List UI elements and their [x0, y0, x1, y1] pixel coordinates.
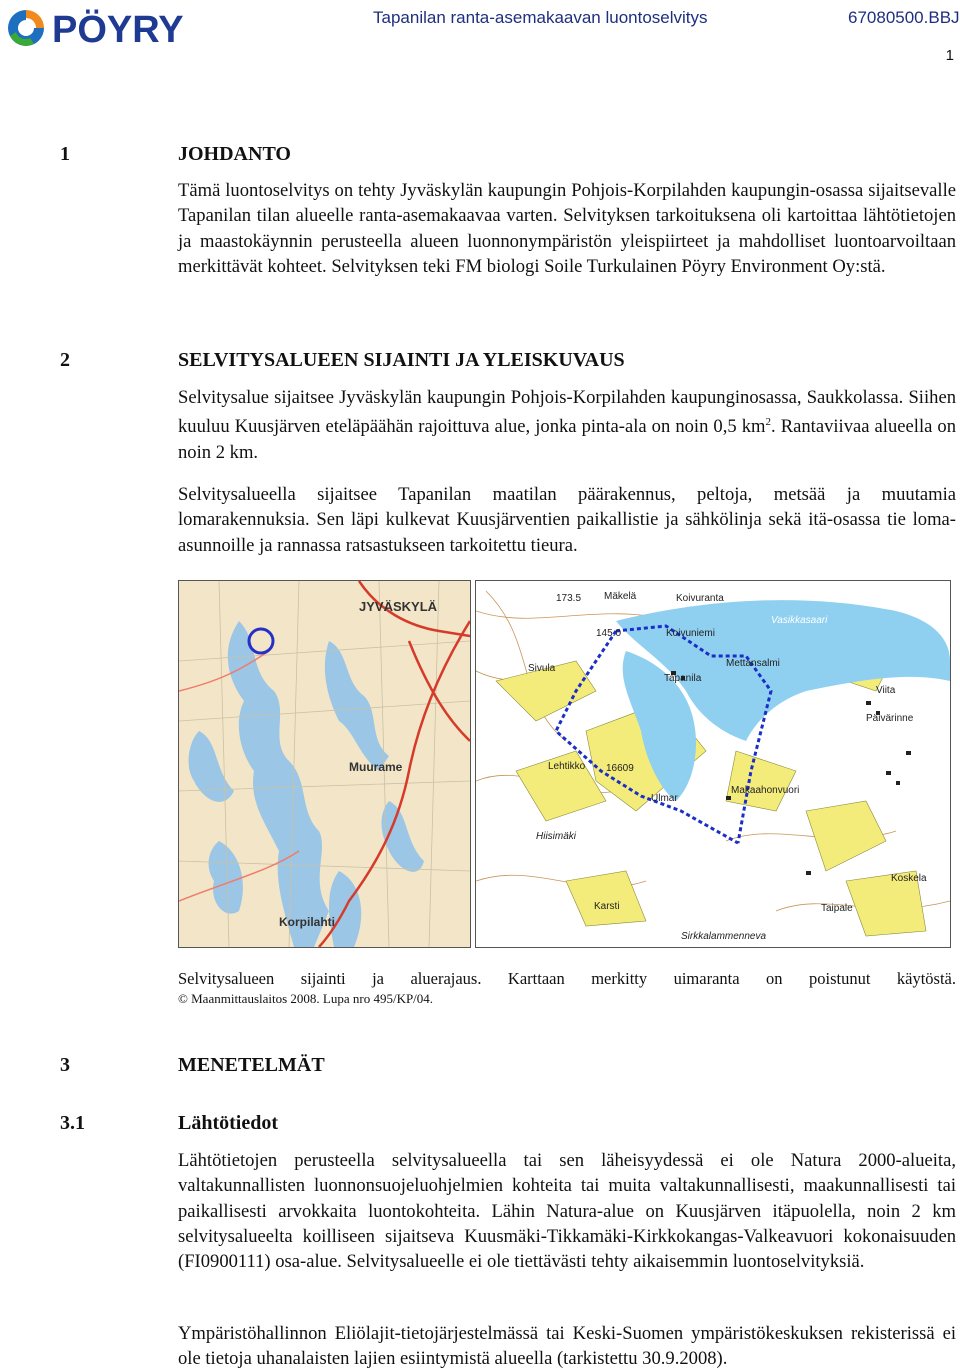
overview-map [178, 580, 471, 948]
caption-text: Selvitysalueen sijainti ja aluerajaus. Karttaan merkitty uimaranta on poistunut käytöstä. [178, 969, 956, 988]
map-label: Muurame [349, 760, 403, 774]
svg-text:173.5: 173.5 [556, 593, 582, 604]
location-paragraph: Selvitysalue sijaitsee Jyväskylän kaupungin Pohjois-Korpilahden kaupunginosassa, Saukkolassa. Siihen kuuluu Kuusjärven eteläpäähän rajoittuva alue, jonka pinta-ala on noin 0,5 $km^2$. Rantaviivaa alueella on noin 2 km. [178, 387, 957, 463]
svg-text:Taipale: Taipale [821, 903, 853, 914]
svg-text:Lehtikko: Lehtikko [548, 761, 586, 772]
svg-text:Sivula: Sivula [528, 663, 556, 674]
svg-text:Koivuniemi: Koivuniemi [666, 628, 715, 639]
section-title: MENETELMÄT [178, 1054, 325, 1076]
page-header [0, 0, 960, 64]
svg-text:16609: 16609 [606, 763, 634, 774]
copyright-notice: © Maanmittauslaitos 2008. Lupa nro 495/KP/04. [178, 991, 434, 1006]
section-title: JOHDANTO [178, 143, 291, 165]
svg-text:Sirkkalammenneva: Sirkkalammenneva [681, 931, 767, 942]
svg-text:Päivärinne: Päivärinne [866, 713, 914, 724]
svg-text:Ulmar: Ulmar [651, 793, 678, 804]
description-paragraph: Selvitysalueella sijaitsee Tapanilan maatilan päärakennus, peltoja, metsää ja muutamia lomarakennuksia. Sen läpi kulkevat Kuusjärventien paikallistie ja sähkölinja sekä itä-osassa tie loma-asunnoille ja rannassa ratsastukseen tarkoitettu tieura. [178, 484, 956, 556]
svg-text:Vasikkasaari: Vasikkasaari [771, 615, 828, 626]
poyry-logo [4, 6, 244, 50]
svg-text:Koivuranta: Koivuranta [676, 593, 724, 604]
map-figure [178, 580, 949, 946]
page-number: 1 [945, 47, 954, 64]
svg-text:Mäkelä: Mäkelä [604, 591, 637, 602]
document-title: Tapanilan ranta-asemakaavan luontoselvitys [373, 8, 708, 27]
map-label: JYVÄSKYLÄ [359, 599, 438, 614]
map-label: Korpilahti [279, 915, 335, 929]
section-title: Lähtötiedot [178, 1112, 278, 1134]
document-code: 67080500.BBJ [848, 8, 960, 27]
figure-caption [178, 969, 956, 1007]
svg-text:Viita: Viita [876, 685, 896, 696]
sources-paragraph: Lähtötietojen perusteella selvitysalueella tai sen läheisyydessä ei ole Natura 2000-alueita, valtakunnallisten luonnonsuojeluohjelmien kohteita tai muita valtakunnallisesti, maakunnallisesti tai paikallisesti arvokkaita luontokohteita. Lähin Natura-alue on Kuusjärven itäpuolella, noin 2 km selvitysalueelta koilliseen sijaitseva Kuusmäki-Tikkamäki-Kirkkokangas-Valkeavuori kokonaisuuden (FI0900111) osa-alue. Selvitysalueelle ei ole tiettävästi tehty aikaisemmin luontoselvityksiä. [178, 1150, 956, 1273]
svg-text:Makaahonvuori: Makaahonvuori [731, 785, 800, 796]
svg-text:145.0: 145.0 [596, 628, 622, 639]
svg-text:Tapanila: Tapanila [664, 673, 702, 684]
intro-paragraph: Tämä luontoselvitys on tehty Jyväskylän kaupungin Pohjois-Korpilahden kaupungin-osassa sijaitsevalle Tapanilan tilan alueelle ranta-asemakaavaa varten. Selvityksen tarkoituksena oli kartoittaa lähtötietojen ja maastokäynnin perusteella alueen luonnonympäristön yleispiirteet ja mahdolliset luontoarvoiltaan merkittävät kohteet. Selvityksen teki FM biologi Soile Turkulainen Pöyry Environment Oy:stä. [178, 180, 956, 277]
registry-paragraph: Ympäristöhallinnon Eliölajit-tietojärjestelmässä tai Keski-Suomen ympäristökeskuksen rekisterissä ei ole tietoja uhanalaisten lajien esiintymistä alueella (tarkistettu 30.9.2008). [178, 1323, 956, 1370]
section-number: 1 [60, 143, 70, 165]
svg-text:Hiisimäki: Hiisimäki [536, 831, 576, 842]
svg-text:Karsti: Karsti [594, 901, 620, 912]
section-title: SELVITYSALUEEN SIJAINTI JA YLEISKUVAUS [178, 349, 625, 371]
section-number: 2 [60, 349, 70, 371]
svg-text:Koskela: Koskela [891, 873, 927, 884]
section-number: 3.1 [60, 1112, 85, 1134]
brand-wordmark: PÖYRY [52, 9, 184, 50]
svg-text:Mettansalmi: Mettansalmi [726, 658, 780, 669]
detail-map [475, 580, 951, 948]
section-number: 3 [60, 1054, 70, 1076]
